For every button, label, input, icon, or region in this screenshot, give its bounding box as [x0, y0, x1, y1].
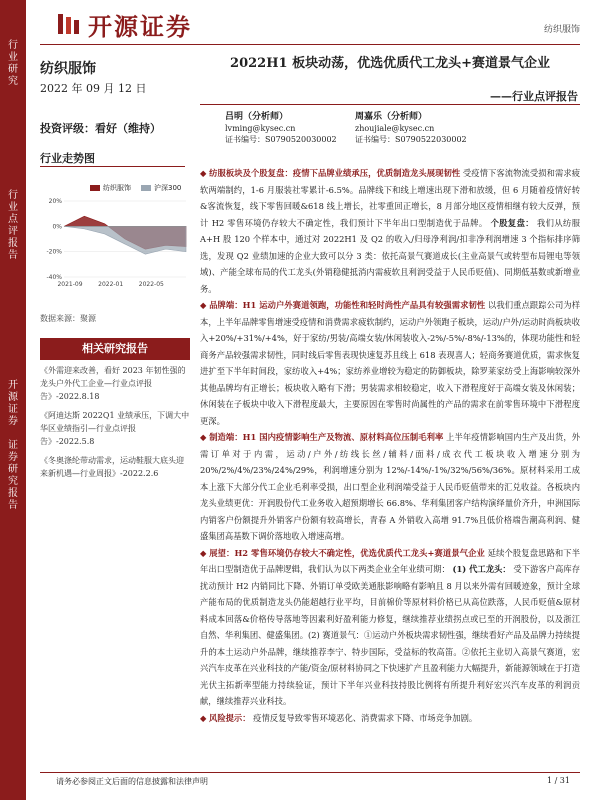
x-tick-label: 2022-05 [138, 281, 164, 288]
paragraph-text: 疫情反复导致零售环境恶化、消费需求下降、市场竞争加剧。 [253, 712, 478, 723]
sidebar-label-brand: 开 源 证 券 [8, 380, 18, 427]
paragraph-tail: 我们从纺服 A+H 股 120 个样本中，通过对 2022H1 及 Q2 的收入/归母净利润/扣非净利润增速 3 个指标排序筛选，发现 Q2 业绩加速的企业大致可以分 3 类：依托高景气赛道成长(主业高景气或转型布局锂电等领域)、产能全球布局的代工龙头(外销稳健抵消内需疲软且利润受益于人民币贬值)、同期低基数或新增业务。 [200, 217, 581, 294]
paragraph-text: 延续个股复盘思路和下半年出口型制造优于品牌逻辑，我们认为以下两类企业全年业绩可期： [200, 547, 580, 574]
related-research-heading: 相关研究报告 [40, 338, 190, 360]
body-paragraph [200, 297, 580, 429]
legend-item-csi300: 沪深300 [141, 183, 181, 193]
author-cert: 证书编号：S0790522030002 [355, 135, 467, 144]
related-research-list [40, 364, 190, 486]
paragraph-heading: 展望：H2 零售环境仍存较大不确定性，优选优质代工龙头+赛道景气企业 [209, 547, 485, 558]
trend-chart [40, 195, 190, 295]
bullet-diamond-icon: ◆ [200, 432, 207, 442]
paragraph-heading: 纺服板块及个股复盘：疫情下品牌业绩承压，优质制造龙头展现韧性 [209, 168, 461, 178]
brand-logo [56, 6, 192, 42]
body-paragraph [200, 545, 580, 710]
body-paragraph [200, 710, 580, 727]
y-tick-label: -40% [46, 274, 62, 281]
industry-name: 纺织服饰 [40, 61, 96, 77]
bullet-diamond-icon: ◆ [200, 300, 207, 310]
related-report-link[interactable]: 《阿迪达斯 2022Q1 业绩承压，下调大中华区业绩指引—行业点评报告》-2022.5.8 [40, 411, 190, 446]
legend-swatch-csi300 [141, 185, 151, 191]
legend-item-textile: 纺织服饰 [90, 183, 131, 193]
author-email[interactable]: lvming@kysec.cn [225, 124, 296, 133]
paragraph-text: 以我们重点跟踪公司为样本，上半年品牌零售增速受疫情和消费需求疲软制约，运动户外领跑子板块，运动/户外/运动时尚板块收入+20%/+31%/+4%，好于家纺/男装/高端女装/休闲装收入-2%/-5%/-8%/-13%的，体现功能性和轻商务产品较强需求韧性，同时线后零售表现快速复苏且线上 618 表现喜人；轻商务赛道优质，需求恢复进扩至下半年时间段，家纺收入+4%；家纺养业增较为稳定的防御板块，除罗莱家纺受上海影响较深外其他品牌均有正增长；板块收入略有下滑；男装需求相较稳定，收入下滑程度好于高端女装及休闲装；休闲装在子板块中收入下滑程度最大，主要原因在零售时尚属性的产品的需求在前零售环境中下滑程度更深。 [200, 300, 580, 426]
paragraph-bold: 个股复盘： [490, 217, 534, 228]
header-industry: 纺织服饰 [543, 25, 580, 35]
paragraph-tail: 受下游客户高库存扰动预计 H2 内销同比下降、外销订单受欧美通胀影响略有影响且 8 月以来外需有回暖迹象，预计全球产能布局的优质制造龙头仍能超越行业平均，目前棉价等原材料价格已从高位跌落，人民币贬值&原材料成本回落&价格传导落地等因素利好盈利能力修复，继续推荐业绩拐点或已至的开润股份，以及浙江自然、华利集团、健盛集团。(2) 赛道景气：①运动户外板块需求韧性强，继续看好产品及品牌力持续提升的本土运动户外品牌，继续推荐李宁、特步国际，受益标的牧高笛。②依托主业切入高景气赛道，宏兴汽车皮革在兴业科技的产能/资金/原材料协同之下快速扩产且盈利能力大幅提升，新能源领域在于打造光伏主拓新率型能力持续验证，预计下半年兴业科技持股比例将有所提升利好宏兴汽车皮革的利润贡献，继续推荐兴业科技。 [200, 564, 580, 706]
paragraph-text: 上半年疫情影响国内生产及出货，外需订单对于内需，运动/户外/纺线长丝/辅料/面料/成衣代工板块收入增速分别为 20%/2%/4%/23%/24%/29%，利润增速分别为 12%/-14%/-1%/32%/56%/36%。原材料采用工成本上涨下大部分代工企业毛利率受损，出口型企业利润端受益于人民币贬值带来的汇兑收益。各板块内龙头业绩更优：开润股份代工业务收入超预期增长 66.8%、华利集团客户结构演绎量价齐升，申洲国际内销客户份额提升外销客户份额有较高增长，青春 A 外销收入高增 91.7%且低价格端告潮高利润、健盛集团高基数下调价落地收入增速高增。 [200, 432, 580, 541]
investment-rating: 投资评级：看好（维持） [40, 122, 161, 135]
trend-divider [40, 166, 185, 167]
bullet-diamond-icon: ◆ [200, 547, 207, 558]
author-name: 周嘉乐（分析师） [355, 112, 428, 122]
author-name: 吕明（分析师） [225, 112, 289, 122]
sidebar-label-report-type: 行 业 点 评 报 告 [8, 190, 18, 261]
bullet-diamond-icon: ◆ [200, 168, 207, 178]
paragraph-heading: 制造端：H1 国内疫情影响生产及物流、原材料高位压制毛利率 [209, 432, 444, 442]
page-number: 1 / 31 [546, 776, 570, 785]
subtitle-divider [200, 104, 580, 105]
y-tick-label: 20% [48, 198, 62, 205]
paragraph-bold: (1) 代工龙头： [452, 564, 511, 574]
related-report-link[interactable]: 《外需迎来改善，看好 2023 年韧性强的龙头户外代工企业—行业点评报告》-2022.8.18 [40, 366, 186, 401]
paragraph-text: 受疫情下客流物流受损和需求疲软两端制约，1-6 月服装社零累计-6.5%。品牌线下和线上增速出现下滑和放缓，但 6 月随着疫情好转&客流恢复，线下零售回暖&618 线上增长，社零重回正增长，8 月部分地区疫情相继有较大反弹，预计 H2 零售环境仍存较大不确定性，我们预计下半年出口型制造优于品牌。 [200, 168, 580, 228]
brand-name: 开源证券 [88, 12, 192, 41]
trend-chart-title: 行业走势图 [40, 152, 95, 165]
paragraph-heading: 品牌端：H1 运动户外赛道领跑，功能性和轻时尚性产品具有较强需求韧性 [209, 300, 486, 310]
author-card [225, 112, 337, 145]
legend-swatch-textile [90, 185, 100, 191]
logo-mark-icon [56, 11, 82, 37]
body-paragraph [200, 429, 580, 545]
footer-divider [40, 772, 580, 773]
sidebar-label-securities-report: 证 券 研 究 报 告 [8, 440, 18, 511]
sidebar-band [0, 0, 26, 800]
report-body [200, 165, 580, 726]
y-tick-label: 0% [52, 223, 62, 231]
sidebar-label-research: 行 业 研 究 [8, 40, 18, 87]
series-area-1 [64, 226, 186, 254]
author-cert: 证书编号：S0790520030002 [225, 135, 337, 144]
author-card [355, 112, 467, 145]
chart-legend [90, 183, 181, 193]
data-source: 数据来源：聚源 [40, 314, 96, 323]
body-paragraph [200, 165, 580, 297]
report-date: 2022 年 09 月 12 日 [40, 82, 147, 95]
header-divider [40, 44, 580, 45]
author-email[interactable]: zhoujiale@kysec.cn [355, 124, 435, 133]
disclaimer-note: 请务必参阅正文后面的信息披露和法律声明 [56, 777, 208, 786]
report-title: 2022H1 板块动荡，优选优质代工龙头+赛道景气企业 [230, 56, 550, 71]
report-subtitle: ——行业点评报告 [490, 90, 578, 103]
related-report-link[interactable]: 《冬奥涤纶带动需求，运动鞋服大底头迎来新机遇—行业周报》-2022.2.6 [40, 456, 184, 478]
paragraph-heading: 风险提示： [209, 712, 251, 723]
bullet-diamond-icon: ◆ [200, 712, 207, 723]
x-tick-label: 2022-01 [98, 281, 124, 288]
y-tick-label: -20% [46, 248, 62, 256]
x-tick-label: 2021-09 [57, 281, 83, 288]
